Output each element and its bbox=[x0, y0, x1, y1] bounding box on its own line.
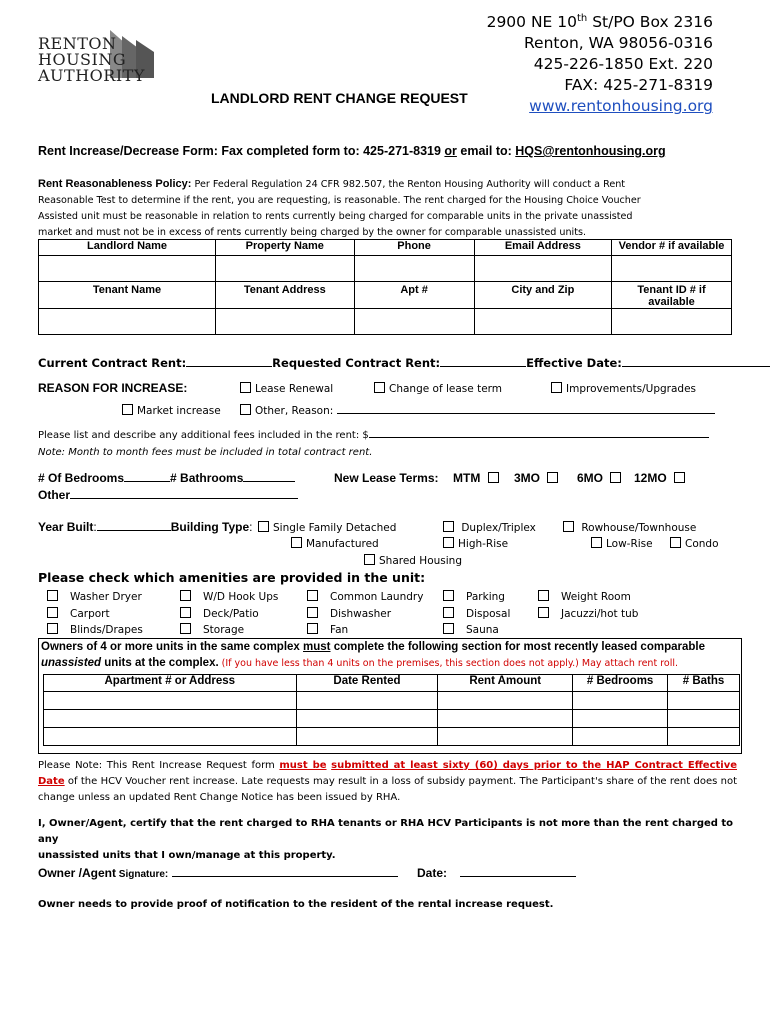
checkbox[interactable] bbox=[610, 472, 621, 483]
header-tenant-name: Tenant Name bbox=[39, 282, 216, 309]
checkbox[interactable] bbox=[591, 537, 602, 548]
checkbox[interactable] bbox=[291, 537, 302, 548]
reason-improvements[interactable]: Improvements/Upgrades bbox=[551, 382, 696, 395]
checkbox[interactable] bbox=[547, 472, 558, 483]
checkbox[interactable] bbox=[307, 590, 318, 601]
checkbox[interactable] bbox=[307, 623, 318, 634]
address-line-2: Renton, WA 98056-0316 bbox=[523, 34, 713, 53]
instructions: Rent Increase/Decrease Form: Fax completed form to: 425-271-8319 or email to: HQS@rentonhousing.org bbox=[38, 144, 666, 158]
amenity-fan[interactable]: Fan bbox=[307, 622, 423, 639]
checkbox[interactable] bbox=[538, 607, 549, 618]
checkbox[interactable] bbox=[180, 623, 191, 634]
comparable-cell[interactable] bbox=[573, 710, 668, 728]
amenity-parking[interactable]: Parking bbox=[443, 589, 510, 606]
amenities-col-2 bbox=[180, 589, 278, 639]
comparable-cell[interactable] bbox=[296, 692, 438, 710]
current-rent-field[interactable] bbox=[186, 366, 272, 367]
reason-other[interactable]: Other, Reason: bbox=[240, 404, 715, 417]
comparable-table bbox=[43, 674, 740, 746]
phone-field[interactable] bbox=[354, 256, 474, 282]
header-apartment: Apartment # or Address bbox=[44, 675, 297, 692]
checkbox[interactable] bbox=[374, 382, 385, 393]
table-row bbox=[39, 240, 732, 256]
bathrooms-field[interactable] bbox=[243, 481, 295, 482]
checkbox[interactable] bbox=[47, 623, 58, 634]
amenity-washer-dryer[interactable]: Washer Dryer bbox=[47, 589, 143, 606]
comparable-heading: Owners of 4 or more units in the same complex must complete the following section for most recently leased comparable bbox=[41, 641, 705, 653]
other-row: Other bbox=[38, 488, 298, 502]
amenities-col-4 bbox=[443, 589, 510, 639]
amenity-carport[interactable]: Carport bbox=[47, 606, 143, 623]
checkbox[interactable] bbox=[47, 590, 58, 601]
table-row bbox=[44, 675, 740, 692]
header-email: Email Address bbox=[474, 240, 611, 256]
checkbox[interactable] bbox=[538, 590, 549, 601]
footer-note: Owner needs to provide proof of notification to the resident of the rental increase request. bbox=[38, 899, 554, 910]
comparable-cell[interactable] bbox=[668, 710, 740, 728]
email-link[interactable]: HQS@rentonhousing.org bbox=[515, 144, 666, 158]
header-rent-amount: Rent Amount bbox=[438, 675, 573, 692]
checkbox[interactable] bbox=[551, 382, 562, 393]
lease-terms-label: New Lease Terms: bbox=[334, 471, 439, 485]
checkbox[interactable] bbox=[488, 472, 499, 483]
property-name-field[interactable] bbox=[216, 256, 354, 282]
bedrooms-row: # Of Bedrooms # Bathrooms bbox=[38, 471, 295, 485]
comparable-cell[interactable] bbox=[44, 728, 297, 746]
tenant-address-field[interactable] bbox=[216, 309, 354, 335]
checkbox[interactable] bbox=[240, 382, 251, 393]
header-date-rented: Date Rented bbox=[296, 675, 438, 692]
reason-market-increase[interactable]: Market increase bbox=[122, 404, 221, 417]
fees-row: Please list and describe any additional fees included in the rent: $ bbox=[38, 430, 709, 441]
header-city-zip: City and Zip bbox=[474, 282, 611, 309]
checkbox[interactable] bbox=[443, 607, 454, 618]
amenities-col-3 bbox=[307, 589, 423, 639]
building-duplex[interactable]: Duplex/Triplex bbox=[443, 521, 536, 534]
amenity-deck[interactable]: Deck/Patio bbox=[180, 606, 278, 623]
table-row bbox=[39, 256, 732, 282]
checkbox[interactable] bbox=[670, 537, 681, 548]
vendor-field[interactable] bbox=[612, 256, 732, 282]
email-field[interactable] bbox=[474, 256, 611, 282]
header-property-name: Property Name bbox=[216, 240, 354, 256]
phone: 425-226-1850 Ext. 220 bbox=[533, 55, 713, 74]
policy-text: Rent Reasonableness Policy: Per Federal Regulation 24 CFR 982.507, the Renton Housing Authority will conduct a Rent Reasonable Test to determine if the rent, you are requesting, is reasonable. The rent charged for the Housing Choice Voucher Assisted unit must be reasonable in relation to rents currently being charged for comparable units in the private unassisted market and must not be in excess of rents currently being charged by the owner for comparable unassisted units. bbox=[38, 178, 641, 238]
checkbox[interactable] bbox=[443, 623, 454, 634]
table-row bbox=[44, 710, 740, 728]
reason-change-of-term[interactable]: Change of lease term bbox=[374, 382, 502, 395]
effective-date-field[interactable] bbox=[622, 366, 770, 367]
fees-note: Note: Month to month fees must be included in total contract rent. bbox=[38, 447, 373, 458]
header-vendor: Vendor # if available bbox=[612, 240, 732, 256]
tenant-id-field[interactable] bbox=[612, 309, 732, 335]
logo-line-1: RENTON bbox=[38, 34, 117, 53]
landlord-table bbox=[38, 239, 732, 335]
logo-line-3: AUTHORITY bbox=[38, 66, 145, 85]
fees-field[interactable] bbox=[369, 437, 709, 438]
contract-rent-row: Current Contract Rent: Requested Contract Rent: Effective Date: bbox=[38, 356, 770, 370]
amenity-wd-hookups[interactable]: W/D Hook Ups bbox=[180, 589, 278, 606]
reason-label: REASON FOR INCREASE: bbox=[38, 381, 188, 395]
comparable-cell[interactable] bbox=[573, 728, 668, 746]
header-phone: Phone bbox=[354, 240, 474, 256]
building-shared-housing[interactable]: Shared Housing bbox=[364, 554, 462, 567]
fax: FAX: 425-271-8319 bbox=[564, 76, 713, 95]
other-reason-field[interactable] bbox=[337, 413, 715, 414]
comparable-subheading: unassisted units at the complex. (If you have less than 4 units on the premises, this section does not apply.) May attach rent roll. bbox=[41, 657, 679, 669]
address-block bbox=[487, 8, 713, 117]
amenity-weight-room[interactable]: Weight Room bbox=[538, 589, 638, 606]
amenity-disposal[interactable]: Disposal bbox=[443, 606, 510, 623]
reason-lease-renewal[interactable]: Lease Renewal bbox=[240, 382, 333, 395]
building-high-rise[interactable]: High-Rise bbox=[443, 537, 508, 550]
comparable-cell[interactable] bbox=[668, 728, 740, 746]
building-low-rise[interactable]: Low-Rise bbox=[591, 537, 653, 550]
amenities-col-5 bbox=[538, 589, 638, 622]
amenities-heading: Please check which amenities are provided in the unit: bbox=[38, 570, 426, 585]
header-tenant-address: Tenant Address bbox=[216, 282, 354, 309]
header-bedrooms: # Bedrooms bbox=[573, 675, 668, 692]
table-row bbox=[39, 309, 732, 335]
signature-row: Owner /Agent Signature: bbox=[38, 866, 398, 880]
amenity-common-laundry[interactable]: Common Laundry bbox=[307, 589, 423, 606]
amenity-dishwasher[interactable]: Dishwasher bbox=[307, 606, 423, 623]
page-title: LANDLORD RENT CHANGE REQUEST bbox=[211, 90, 468, 106]
logo-line-2: HOUSING bbox=[38, 50, 127, 69]
comparable-cell[interactable] bbox=[44, 692, 297, 710]
signature-field[interactable] bbox=[172, 876, 398, 877]
header-apt: Apt # bbox=[354, 282, 474, 309]
amenity-storage[interactable]: Storage bbox=[180, 622, 278, 639]
header-baths: # Baths bbox=[668, 675, 740, 692]
checkbox[interactable] bbox=[443, 590, 454, 601]
table-row bbox=[44, 692, 740, 710]
checkbox[interactable] bbox=[443, 537, 454, 548]
table-row bbox=[39, 282, 732, 309]
checkbox[interactable] bbox=[258, 521, 269, 532]
apt-field[interactable] bbox=[354, 309, 474, 335]
checkbox[interactable] bbox=[307, 607, 318, 618]
building-manufactured[interactable]: Manufactured bbox=[291, 537, 379, 550]
address-line-1: 2900 NE 10th St/PO Box 2316 bbox=[486, 13, 713, 32]
comparable-cell[interactable] bbox=[438, 728, 573, 746]
term-mtm[interactable]: MTM bbox=[453, 471, 503, 485]
certification: I, Owner/Agent, certify that the rent charged to RHA tenants or RHA HCV Participants is not more than the rent charged to any unassisted units that I own/manage at this property. bbox=[38, 818, 734, 861]
checkbox[interactable] bbox=[364, 554, 375, 565]
amenity-jacuzzi[interactable]: Jacuzzi/hot tub bbox=[538, 606, 638, 623]
other-field[interactable] bbox=[70, 498, 298, 499]
requested-rent-field[interactable] bbox=[440, 366, 526, 367]
checkbox[interactable] bbox=[180, 590, 191, 601]
checkbox[interactable] bbox=[563, 521, 574, 532]
logo bbox=[38, 28, 163, 90]
amenity-sauna[interactable]: Sauna bbox=[443, 622, 510, 639]
comparable-cell[interactable] bbox=[573, 692, 668, 710]
checkbox[interactable] bbox=[122, 404, 133, 415]
header-landlord-name: Landlord Name bbox=[39, 240, 216, 256]
comparable-cell[interactable] bbox=[44, 710, 297, 728]
table-row bbox=[44, 728, 740, 746]
building-row: Year Built: Building Type: bbox=[38, 520, 253, 534]
checkbox[interactable] bbox=[180, 607, 191, 618]
comparable-cell[interactable] bbox=[438, 710, 573, 728]
comparable-cell[interactable] bbox=[438, 692, 573, 710]
bedrooms-field[interactable] bbox=[124, 481, 170, 482]
header-tenant-id: Tenant ID # if available bbox=[612, 282, 732, 309]
tenant-name-field[interactable] bbox=[39, 309, 216, 335]
comparable-cell[interactable] bbox=[296, 710, 438, 728]
term-6mo[interactable]: 6MO bbox=[577, 471, 625, 485]
building-single-family[interactable]: Single Family Detached bbox=[258, 521, 396, 534]
city-zip-field[interactable] bbox=[474, 309, 611, 335]
date-field[interactable] bbox=[460, 876, 576, 877]
checkbox[interactable] bbox=[674, 472, 685, 483]
checkbox[interactable] bbox=[240, 404, 251, 415]
landlord-name-field[interactable] bbox=[39, 256, 216, 282]
term-3mo[interactable]: 3MO bbox=[514, 471, 562, 485]
term-12mo[interactable]: 12MO bbox=[634, 471, 689, 485]
building-condo[interactable]: Condo bbox=[670, 537, 719, 550]
date-row: Date: bbox=[417, 866, 576, 880]
submission-note: Please Note: This Rent Increase Request form must be submitted at least sixty (60) days prior to the HAP Contract Effective Date of the HCV Voucher rent increase. Late requests may result in a loss of subsidy payment. The Participant's share of the rent does not change unless an updated Rent Change Notice has been issued by RHA. bbox=[38, 760, 738, 803]
website-link[interactable]: www.rentonhousing.org bbox=[529, 97, 713, 116]
checkbox[interactable] bbox=[443, 521, 454, 532]
comparable-cell[interactable] bbox=[668, 692, 740, 710]
year-built-field[interactable] bbox=[97, 530, 171, 531]
amenities-col-1 bbox=[47, 589, 143, 639]
building-rowhouse[interactable]: Rowhouse/Townhouse bbox=[563, 521, 696, 534]
comparable-cell[interactable] bbox=[296, 728, 438, 746]
checkbox[interactable] bbox=[47, 607, 58, 618]
amenity-blinds[interactable]: Blinds/Drapes bbox=[47, 622, 143, 639]
